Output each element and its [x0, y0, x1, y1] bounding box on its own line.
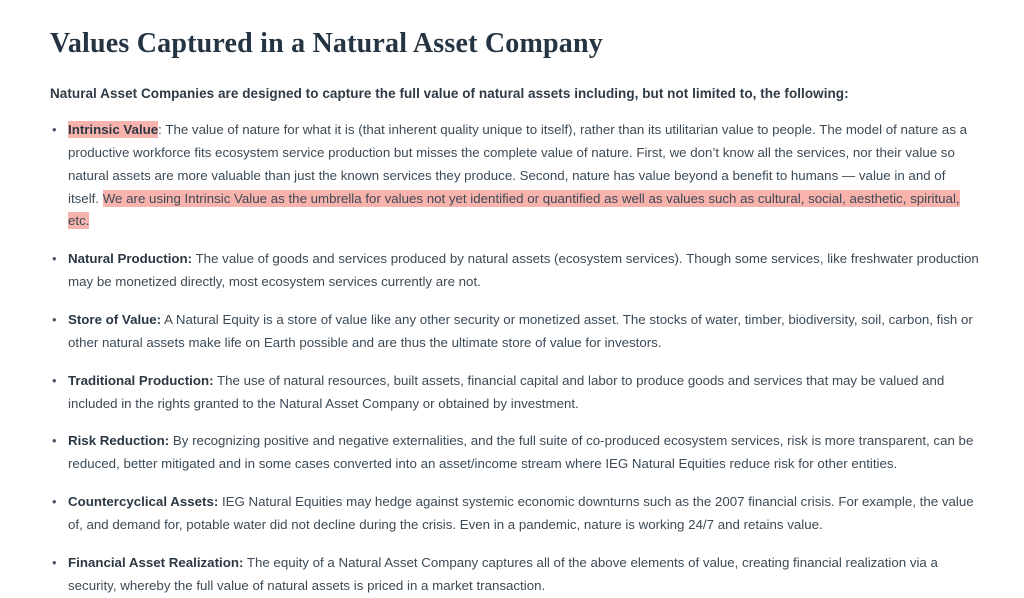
list-item [50, 370, 980, 416]
item-term: Intrinsic Value [68, 122, 159, 137]
intro-paragraph: Natural Asset Companies are designed to capture the full value of natural assets including, but not limited to, the following: [50, 86, 849, 101]
item-body: The value of goods and services produced by natural assets (ecosystem services). Though some services, like freshwater production may be monetized directly, most ecosystem services currently are not. [68, 251, 979, 290]
item-body-highlighted: We are using Intrinsic Value as the umbrella for values not yet identified or quantified as well as values such as cultural, social, aesthetic, spiritual, etc. [68, 190, 960, 229]
item-term: Financial Asset Realization: [68, 554, 244, 570]
item-term: Store of Value: [68, 312, 162, 328]
item-body: The use of natural resources, built assets, financial capital and labor to produce goods and services that may be valued and included in the rights granted to the Natural Asset Company or obtained by investment. [68, 372, 945, 411]
list-item [50, 119, 980, 233]
item-body: By recognizing positive and negative externalities, and the full suite of co-produced ecosystem services, risk is more transparent, can be reduced, better mitigated and in some cases converted into an asset/income stream where IEG Natural Equities reduce risk for other entities. [68, 433, 974, 472]
item-body: The equity of a Natural Asset Company captures all of the above elements of value, creating financial realization via a security, whereby the full value of natural assets is priced in a market transaction. [68, 554, 938, 593]
item-body: The value of nature for what it is (that inherent quality unique to itself), rather than its utilitarian value to people. The model of nature as a productive workforce fits ecosystem service production but misses the complete value of nature. First, we don’t know all the services, nor their value so natural assets are more valuable than just the known services they produce. Second, nature has value beyond a benefit to humans — value in and of itself. [68, 122, 968, 206]
item-body: A Natural Equity is a store of value like any other security or monetized asset. The stocks of water, timber, biodiversity, soil, carbon, fish or other natural assets make life on Earth possible and are thus the ultimate store of value for investors. [68, 312, 973, 350]
page-title: Values Captured in a Natural Asset Company [50, 28, 603, 59]
item-term: Risk Reduction: [68, 433, 170, 449]
list-item [50, 552, 980, 598]
item-body: IEG Natural Equities may hedge against systemic economic downturns such as the 2007 financial crisis. For example, the value of, and demand for, potable water did not decline during the crisis. Even in a pandemic, nature is working 24/7 and retains value. [68, 494, 974, 533]
list-item [50, 248, 980, 294]
list-item [50, 309, 980, 355]
item-term: Countercyclical Assets: [68, 494, 219, 510]
item-separator: : [158, 122, 162, 137]
item-term: Traditional Production: [68, 372, 214, 388]
list-item [50, 491, 980, 537]
list-item [50, 430, 980, 476]
values-list [50, 119, 980, 598]
item-term: Natural Production: [68, 251, 193, 267]
